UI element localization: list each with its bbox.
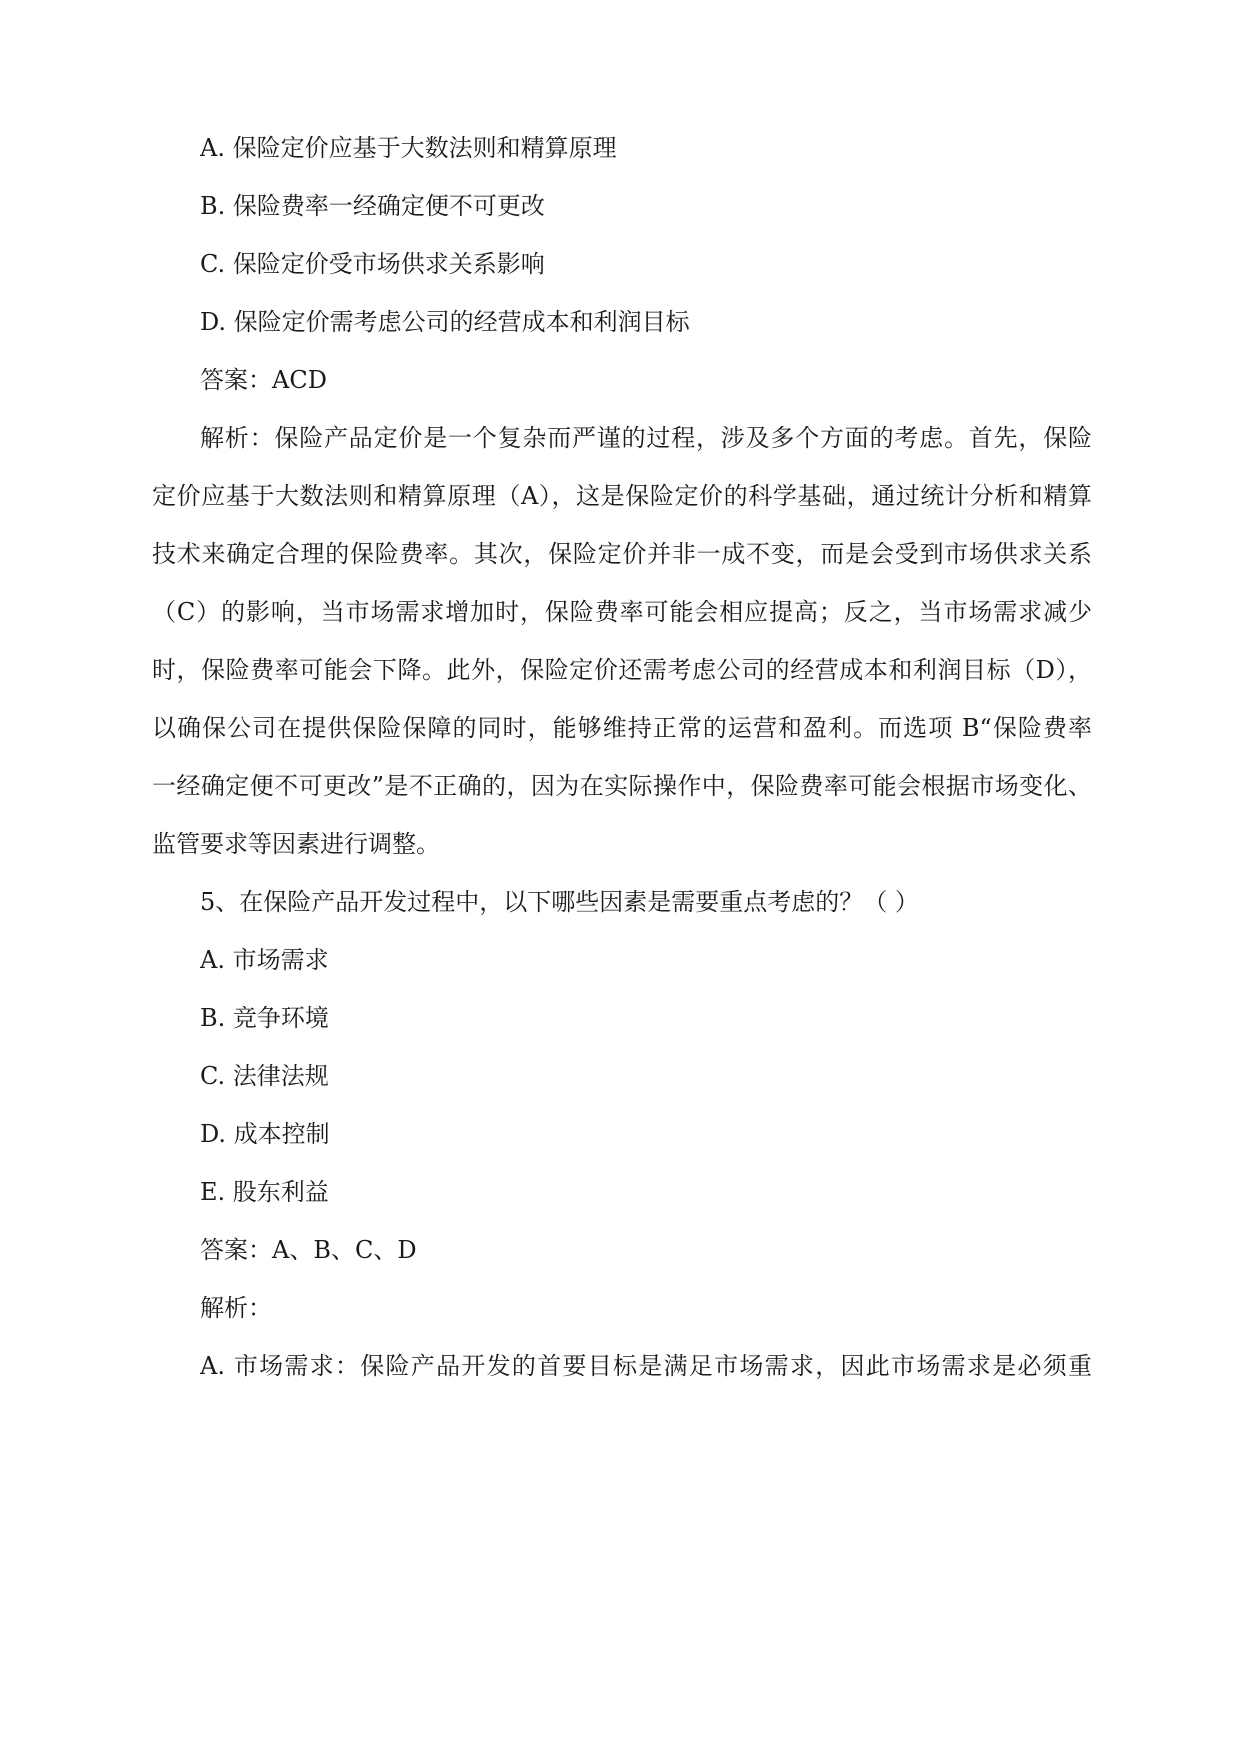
q5-option-c: C. 法律法规 xyxy=(200,1062,329,1090)
q5-analysis-label: 解析： xyxy=(200,1294,272,1322)
q5-analysis-line: A. 市场需求：保险产品开发的首要目标是满足市场需求，因此市场需求是必须重 xyxy=(200,1352,1092,1380)
q5-option-e: E. 股东利益 xyxy=(200,1178,329,1206)
q4-analysis-line: 定价应基于大数法则和精算原理（A），这是保险定价的科学基础，通过统计分析和精算 xyxy=(152,482,1092,510)
q5-question: 5、在保险产品开发过程中，以下哪些因素是需要重点考虑的？（ ） xyxy=(200,888,919,916)
q5-answer: 答案：A、B、C、D xyxy=(200,1236,417,1264)
q4-analysis-line: 技术来确定合理的保险费率。其次，保险定价并非一成不变，而是会受到市场供求关系 xyxy=(152,540,1092,568)
q5-option-d: D. 成本控制 xyxy=(200,1120,330,1148)
q4-option-c: C. 保险定价受市场供求关系影响 xyxy=(200,250,545,278)
q4-analysis-line: 时，保险费率可能会下降。此外，保险定价还需考虑公司的经营成本和利润目标（D）， xyxy=(152,656,1092,684)
q4-analysis-line: 解析：保险产品定价是一个复杂而严谨的过程，涉及多个方面的考虑。首先，保险 xyxy=(200,424,1092,452)
q4-answer: 答案：ACD xyxy=(200,366,327,394)
q4-analysis-line: 监管要求等因素进行调整。 xyxy=(152,830,440,858)
q4-option-a: A. 保险定价应基于大数法则和精算原理 xyxy=(200,134,617,162)
q4-analysis-line: （C）的影响，当市场需求增加时，保险费率可能会相应提高；反之，当市场需求减少 xyxy=(152,598,1092,626)
q4-analysis-line: 以确保公司在提供保险保障的同时，能够维持正常的运营和盈利。而选项 B“保险费率 xyxy=(152,714,1092,742)
q4-option-b: B. 保险费率一经确定便不可更改 xyxy=(200,192,545,220)
q5-option-b: B. 竞争环境 xyxy=(200,1004,329,1032)
q4-analysis-line: 一经确定便不可更改”是不正确的，因为在实际操作中，保险费率可能会根据市场变化、 xyxy=(152,772,1092,800)
q4-option-d: D. 保险定价需考虑公司的经营成本和利润目标 xyxy=(200,308,690,336)
q5-option-a: A. 市场需求 xyxy=(200,946,329,974)
